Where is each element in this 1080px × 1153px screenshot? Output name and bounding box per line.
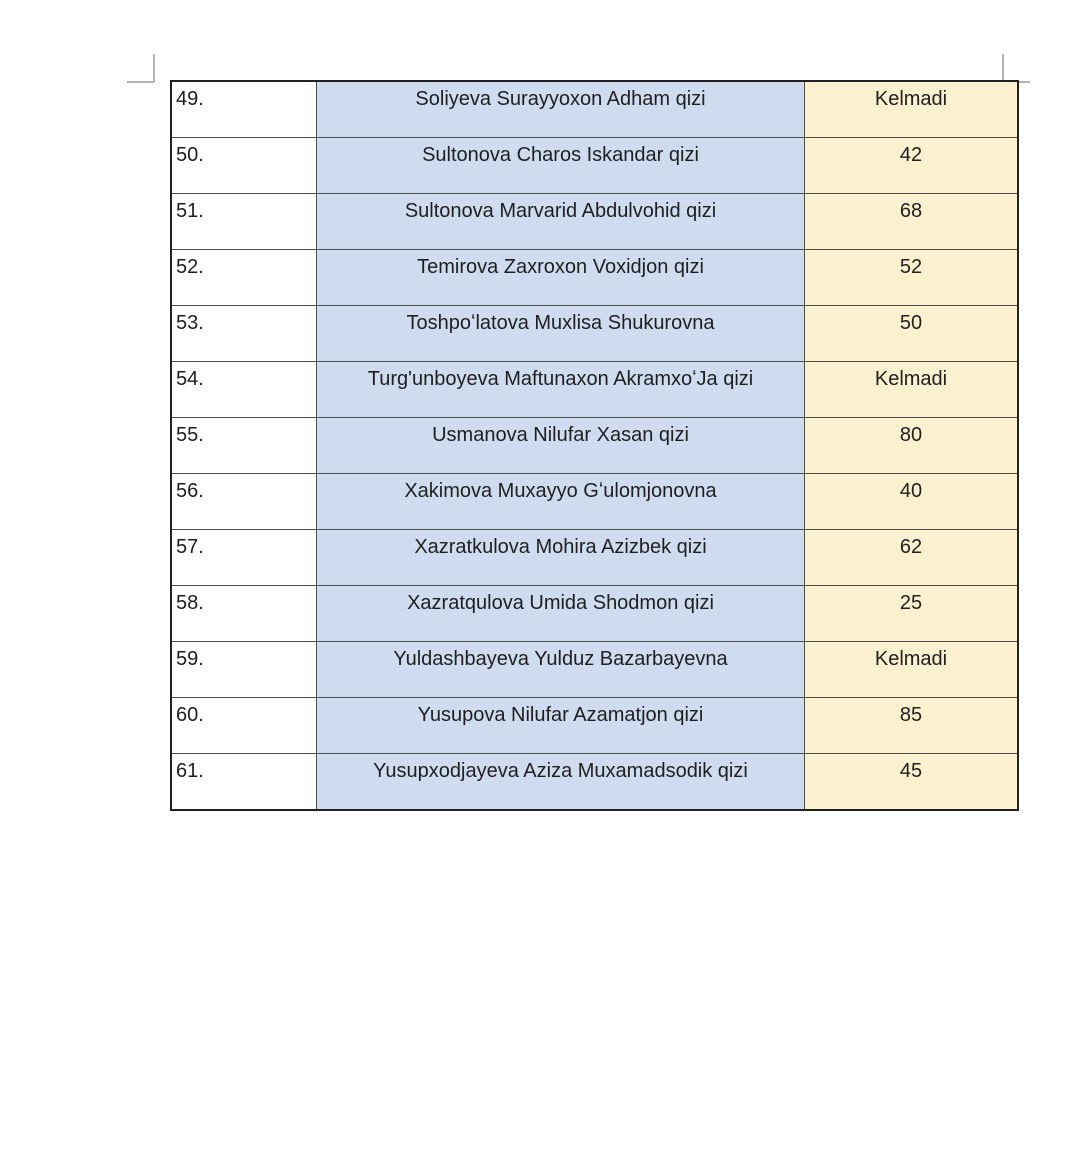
score-cell: 50 (805, 306, 1019, 362)
row-number-cell: 59. (171, 642, 317, 698)
student-name-cell: Xazratqulova Umida Shodmon qizi (317, 586, 805, 642)
row-number-cell: 57. (171, 530, 317, 586)
score-cell: 42 (805, 138, 1019, 194)
score-cell: 85 (805, 698, 1019, 754)
student-name-cell: Yusupova Nilufar Azamatjon qizi (317, 698, 805, 754)
student-name-cell: Soliyeva Surayyoxon Adham qizi (317, 81, 805, 138)
results-table-body (171, 81, 1018, 810)
student-name-cell: Sultonova Charos Iskandar qizi (317, 138, 805, 194)
student-name-cell: Xazratkulova Mohira Azizbek qizi (317, 530, 805, 586)
score-cell: 80 (805, 418, 1019, 474)
score-cell: 68 (805, 194, 1019, 250)
student-name-cell: Temirova Zaxroxon Voxidjon qizi (317, 250, 805, 306)
student-name-cell: Xakimova Muxayyo Gʻulomjonovna (317, 474, 805, 530)
row-number-cell: 53. (171, 306, 317, 362)
table-row (171, 138, 1018, 194)
row-number-cell: 56. (171, 474, 317, 530)
student-name-cell: Usmanova Nilufar Xasan qizi (317, 418, 805, 474)
score-cell: Kelmadi (805, 642, 1019, 698)
table-row (171, 418, 1018, 474)
table-row (171, 362, 1018, 418)
row-number-cell: 60. (171, 698, 317, 754)
student-name-cell: Yuldashbayeva Yulduz Bazarbayevna (317, 642, 805, 698)
results-table (170, 80, 1019, 811)
row-number-cell: 50. (171, 138, 317, 194)
table-row (171, 530, 1018, 586)
student-name-cell: Turg'unboyeva Maftunaxon AkramxoʻJa qizi (317, 362, 805, 418)
table-row (171, 194, 1018, 250)
table-row (171, 250, 1018, 306)
score-cell: Kelmadi (805, 81, 1019, 138)
score-cell: 25 (805, 586, 1019, 642)
margin-corner-left-mark (127, 54, 155, 83)
table-row (171, 474, 1018, 530)
row-number-cell: 52. (171, 250, 317, 306)
row-number-cell: 58. (171, 586, 317, 642)
table-row (171, 586, 1018, 642)
score-cell: 52 (805, 250, 1019, 306)
student-name-cell: Toshpoʻlatova Muxlisa Shukurovna (317, 306, 805, 362)
table-row (171, 698, 1018, 754)
row-number-cell: 61. (171, 754, 317, 811)
table-row (171, 754, 1018, 811)
table-row (171, 642, 1018, 698)
score-cell: 45 (805, 754, 1019, 811)
row-number-cell: 49. (171, 81, 317, 138)
score-cell: Kelmadi (805, 362, 1019, 418)
score-cell: 62 (805, 530, 1019, 586)
row-number-cell: 54. (171, 362, 317, 418)
student-name-cell: Yusupxodjayeva Aziza Muxamadsodik qizi (317, 754, 805, 811)
score-cell: 40 (805, 474, 1019, 530)
row-number-cell: 51. (171, 194, 317, 250)
student-name-cell: Sultonova Marvarid Abdulvohid qizi (317, 194, 805, 250)
margin-corner-right-mark (1002, 54, 1030, 83)
row-number-cell: 55. (171, 418, 317, 474)
table-row (171, 306, 1018, 362)
table-row (171, 81, 1018, 138)
